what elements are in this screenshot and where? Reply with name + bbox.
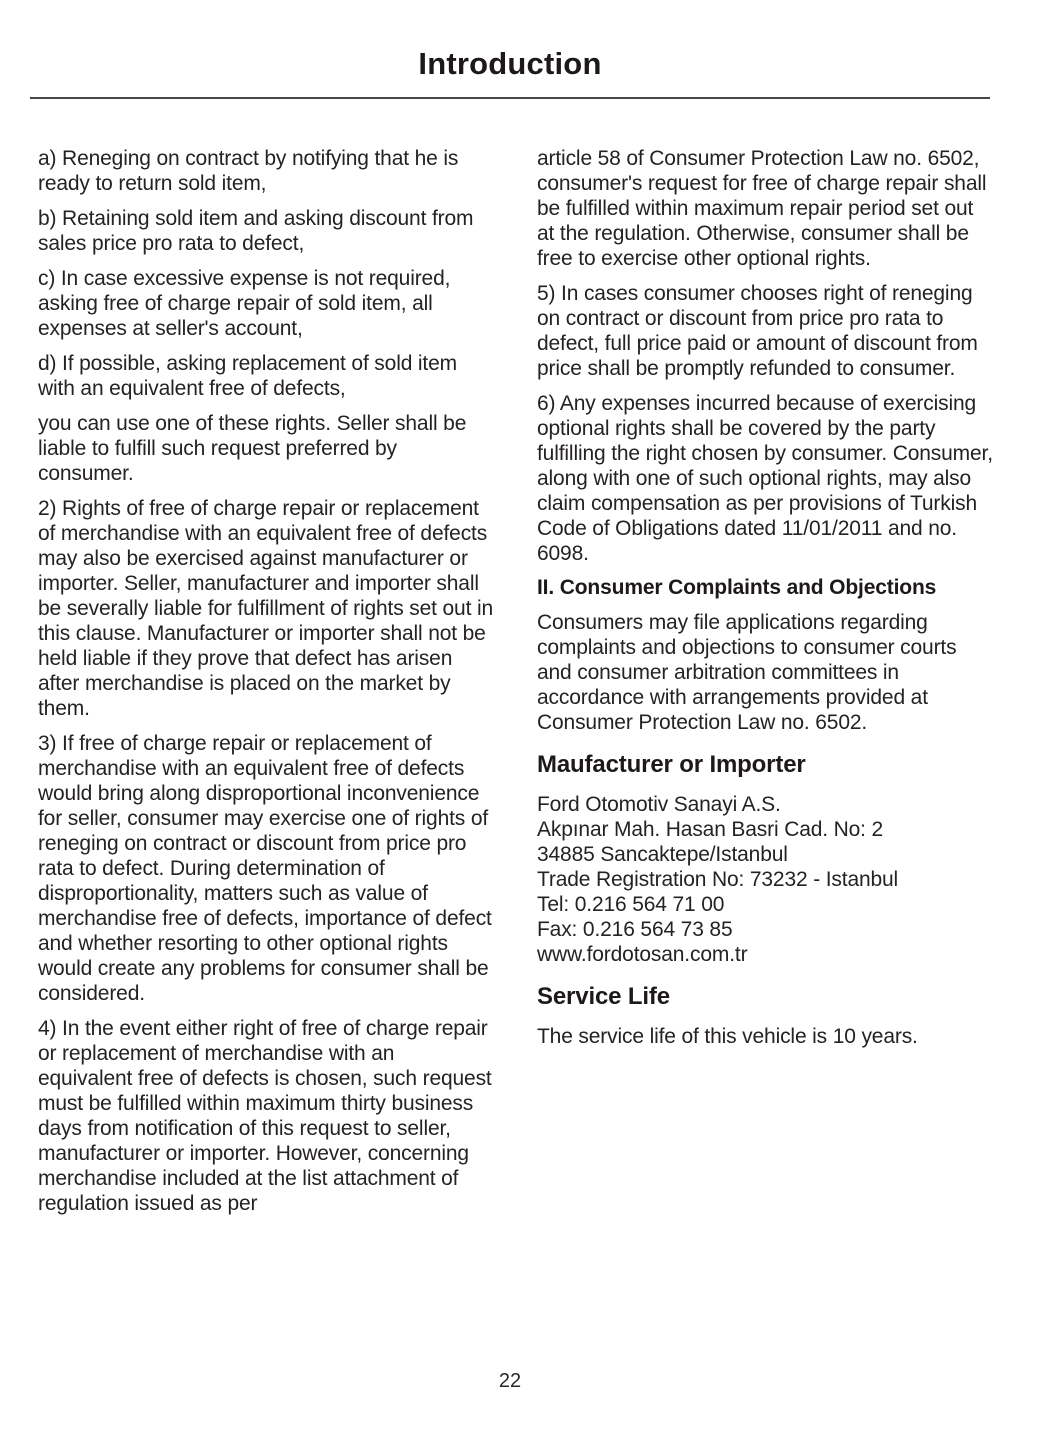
paragraph-option-a: a) Reneging on contract by notifying that he is ready to return sold item,	[38, 147, 459, 195]
paragraph-rights-usage: you can use one of these rights. Seller shall be liable to fulfill such request preferred by consumer.	[38, 412, 467, 485]
right-column	[537, 146, 993, 1059]
paragraph-article-58: article 58 of Consumer Protection Law no. 6502, consumer's request for free of charge repair shall be fulfilled within maximum repair period set out at the regulation. Otherwise, consumer shall be free to exercise other optional rights.	[537, 147, 987, 270]
manufacturer-address-block	[537, 792, 993, 967]
heading-consumer-complaints: II. Consumer Complaints and Objections	[537, 576, 937, 599]
address-line-company: Ford Otomotiv Sanayi A.S.	[537, 793, 781, 816]
title-divider-rule	[30, 97, 990, 99]
paragraph-service-life: The service life of this vehicle is 10 years.	[537, 1025, 918, 1048]
paragraph-clause-5: 5) In cases consumer chooses right of reneging on contract or discount from price pro rata to defect, full price paid or amount of discount from price shall be promptly refunded to consumer.	[537, 282, 978, 380]
page-title: Introduction	[418, 46, 602, 81]
heading-manufacturer-importer: Maufacturer or Importer	[537, 751, 806, 778]
paragraph-clause-3: 3) If free of charge repair or replacement of merchandise with an equivalent free of defects would bring along disproportional inconvenience for seller, consumer may exercise one of rights of reneging on contract or discount from price pro rata to defect. During determination of disproportionality, matters such as value of merchandise free of defects, importance of defect and whether resorting to other optional rights would create any problems for consumer shall be considered.	[38, 732, 492, 1005]
paragraph-clause-6: 6) Any expenses incurred because of exercising optional rights shall be covered by the party fulfilling the right chosen by consumer. Consumer, along with one of such optional rights, may also claim compensation as per provisions of Turkish Code of Obligations dated 11/01/2011 and no. 6098.	[537, 392, 993, 565]
paragraph-clause-2: 2) Rights of free of charge repair or replacement of merchandise with an equivalent free of defects may also be exercised against manufacturer or importer. Seller, manufacturer and importer shall be severally liable for fulfillment of rights set out in this clause. Manufacturer or importer shall not be held liable if they prove that defect has arisen after merchandise is placed on the market by them.	[38, 497, 493, 720]
address-line-website: www.fordotosan.com.tr	[537, 943, 748, 966]
paragraph-option-d: d) If possible, asking replacement of sold item with an equivalent free of defects,	[38, 352, 457, 400]
page-number: 22	[498, 1370, 522, 1392]
paragraph-option-c: c) In case excessive expense is not required, asking free of charge repair of sold item, all expenses at seller's account,	[38, 267, 451, 340]
address-line-street: Akpınar Mah. Hasan Basri Cad. No: 2	[537, 818, 884, 841]
paragraph-option-b: b) Retaining sold item and asking discount from sales price pro rata to defect,	[38, 207, 474, 255]
left-column	[38, 146, 494, 1226]
address-line-fax: Fax: 0.216 564 73 85	[537, 918, 733, 941]
paragraph-clause-4: 4) In the event either right of free of charge repair or replacement of merchandise with an equivalent free of defects is chosen, such request must be fulfilled within maximum thirty business days from notification of this request to seller, manufacturer or importer. However, concerning merchandise included at the list attachment of regulation issued as per	[38, 1017, 492, 1215]
heading-service-life: Service Life	[537, 983, 670, 1010]
paragraph-complaints: Consumers may file applications regarding complaints and objections to consumer courts and consumer arbitration committees in accordance with arrangements provided at Consumer Protection Law no. 6502.	[537, 611, 957, 734]
address-line-trade-registration: Trade Registration No: 73232 - Istanbul	[537, 868, 899, 891]
address-line-city: 34885 Sancaktepe/Istanbul	[537, 843, 788, 866]
address-line-tel: Tel: 0.216 564 71 00	[537, 893, 725, 916]
